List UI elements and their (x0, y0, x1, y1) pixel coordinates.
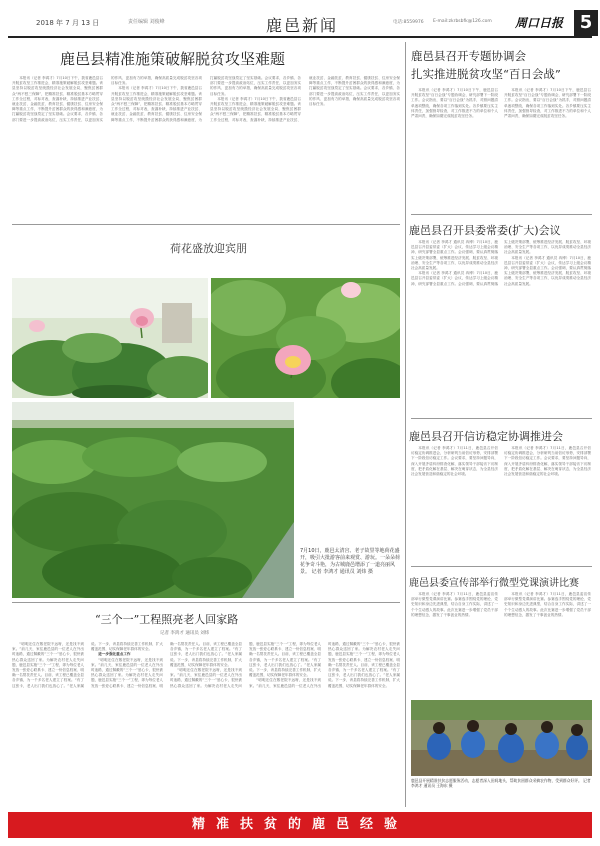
volunteer-photo-caption: 鹿邑县开展精准扶贫志愿服务活动，志愿者深入田间地头，帮助贫困群众采摘农作物，受到群众好评。 记者 李鸿才 通讯员 王海东 摄 (411, 778, 591, 788)
phone-number: 电话:8559976 (393, 20, 424, 25)
right-article-3-body: 本报讯（记者 李鸿才）7月11日，鹿邑县召开信访稳定协调推进会，分析研判当前信访形势，安排部署下一阶段信访稳定工作。会议要求，要坚持问题导向，深入开展矛盾纠纷排查化解，落实领导干部接访下访制度，把矛盾化解在基层、解决在萌芽状态，为全县经济社会发展营造和谐稳定的社会环境。 本报讯（记者 李鸿才）7月11日，鹿邑县召开信访稳定协调推进会，分析研判当前信访形势，安排部署下一阶段信访稳定工作。会议要求，要坚持问题导向，深入开展矛盾纠纷排查化解，落实领导干部接访下访制度，把矛盾化解在基层、解决在萌芽状态，为全县经济社会发展营造和谐稳定的社会环境。 (411, 446, 591, 477)
column-divider (405, 42, 406, 807)
old-people-headline: “三个一”工程照亮老人回家路 (95, 613, 239, 626)
byline: 记者 李鸿才 通讯员 刘炜 (160, 631, 210, 636)
issue-date: 2018 年 7 月 13 日 (36, 19, 100, 27)
lotus-photo-1 (12, 278, 208, 398)
page-number: 5 (574, 10, 598, 36)
subheading: 进一步强化重点工作 (98, 652, 131, 657)
photo-credit: 记者 李鸿才 通讯员 刘炜 摄 (311, 569, 373, 575)
divider (12, 224, 400, 225)
divider (411, 566, 592, 567)
right-headline-2: 鹿邑县召开县委常委(扩大)会议 (409, 224, 561, 237)
photo-caption: 7月10日，鹿邑太清宫、老子故里等地荷花盛开，吸引大批游客前来观赏、游玩。一朵朵荷花争奇斗艳，为古城鹿邑增添了一道亮丽风景。 记者 李鸿才 通讯员 刘炜 摄 (300, 548, 401, 575)
right-article-1-body: 本报讯（记者 李鸿才）7月10日下午，鹿邑县召开脱贫攻坚“百日会战”专题协调会，研究部署下一阶段工作。会议指出，要以“百日会战”为抓手，对照问题清单逐项整改，确保各项工作落到实处。各乡镇要压实主体责任，加强督导检查，对工作推进不力的单位和个人严肃问责，确保如期完成脱贫攻坚任务。 本报讯（记者 李鸿才）7月10日下午，鹿邑县召开脱贫攻坚“百日会战”专题协调会，研究部署下一阶段工作。会议指出，要以“百日会战”为抓手，对照问题清单逐项整改，确保各项工作落到实处。各乡镇要压实主体责任，加强督导检查，对工作推进不力的单位和个人严肃问责，确保如期完成脱贫攻坚任务。 (411, 88, 591, 119)
right-headline-1-line-1: 鹿邑县召开专题协调会 (411, 49, 526, 63)
right-headline-4: 鹿邑县委宣传部举行微型党课演讲比赛 (409, 578, 579, 589)
divider (12, 602, 400, 603)
main-headline: 鹿邑县精准施策破解脱贫攻坚难题 (60, 50, 286, 68)
right-headline-3: 鹿邑县召开信访稳定协调推进会 (409, 430, 563, 443)
old-people-body: “明明还住在敬老院不远呀，还是找不到家。”前几天，家住鹿邑县的一位老人在外出时迷路，通过佩戴的“三个一”爱心卡，很快被热心群众送回了家。为解决农村老人走失问题，鹿邑县实施“三个一”工程，即为每位老人发放一张爱心联系卡、建立一份信息档案、明确一名帮扶责任人。目前，该工程已覆盖全县各乡镇，为一千多名老人建立了档案。“有了这张卡，老人出门我们也放心了。”老人家属说。下一步，该县将持续完善工作机制，扩大覆盖范围，切实保障老年群体的安全。 进一步强化重点工作 “明明还住在敬老院不远呀，还是找不到家。”前几天，家住鹿邑县的一位老人在外出时迷路，通过佩戴的“三个一”爱心卡，很快被热心群众送回了家。为解决农村老人走失问题，鹿邑县实施“三个一”工程，即为每位老人发放一张爱心联系卡、建立一份信息档案、明确一名帮扶责任人。目前，该工程已覆盖全县各乡镇，为一千多名老人建立了档案。“有了这张卡，老人出门我们也放心了。”老人家属说。下一步，该县将持续完善工作机制，扩大覆盖范围，切实保障老年群体的安全。 “明明还住在敬老院不远呀，还是找不到家。”前几天，家住鹿邑县的一位老人在外出时迷路，通过佩戴的“三个一”爱心卡，很快被热心群众送回了家。为解决农村老人走失问题，鹿邑县实施“三个一”工程，即为每位老人发放一张爱心联系卡、建立一份信息档案、明确一名帮扶责任人。目前，该工程已覆盖全县各乡镇，为一千多名老人建立了档案。“有了这张卡，老人出门我们也放心了。”老人家属说。下一步，该县将持续完善工作机制，扩大覆盖范围，切实保障老年群体的安全。 “明明还住在敬老院不远呀，还是找不到家。”前几天，家住鹿邑县的一位老人在外出时迷路，通过佩戴的“三个一”爱心卡，很快被热心群众送回了家。为解决农村老人走失问题，鹿邑县实施“三个一”工程，即为每位老人发放一张爱心联系卡、建立一份信息档案、明确一名帮扶责任人。目前，该工程已覆盖全县各乡镇，为一千多名老人建立了档案。“有了这张卡，老人出门我们也放心了。”老人家属说。下一步，该县将持续完善工作机制，扩大覆盖范围，切实保障老年群体的安全。 (12, 642, 400, 688)
right-article-4-body: 本报讯（记者 李鸿才）7月11日，鹿邑县委宣传部举行微型党课演讲比赛。参赛选手围绕党的理论、党史知识和身边先进典型，结合自身工作实际，讲述了一个个生动感人的故事。此次比赛进一步增强了党员干部的理想信念，激发了干事创业的热情。 本报讯（记者 李鸿才）7月11日，鹿邑县委宣传部举行微型党课演讲比赛。参赛选手围绕党的理论、党史知识和身边先进典型，结合自身工作实际，讲述了一个个生动感人的故事。此次比赛进一步增强了党员干部的理想信念，激发了干事创业的热情。 (411, 592, 591, 617)
lotus-pond-photo (12, 402, 294, 598)
right-headline-1-line-2: 扎实推进脱贫攻坚“百日会战” (411, 67, 561, 81)
section-title: 鹿邑新闻 (266, 16, 339, 35)
masthead (8, 8, 592, 38)
bottom-banner: 精准扶贫的鹿邑经验 (8, 812, 592, 838)
divider (411, 214, 592, 215)
newspaper-logo: 周口日报 (515, 16, 564, 30)
right-article-2-body: 本报讯（记者 李鸿才 通讯员 冉博）7月10日，鹿邑县召开县委常委（扩大）会议，传达学习上级会议精神，研究部署全县重点工作。会议强调，要认真贯彻落实上级决策部署，统筹推进经济发展、脱贫攻坚、环境治理、安全生产等各项工作，以优异成绩推动全县经济社会高质量发展。 本报讯（记者 李鸿才 通讯员 冉博）7月10日，鹿邑县召开县委常委（扩大）会议，传达学习上级会议精神，研究部署全县重点工作。会议强调，要认真贯彻落实上级决策部署，统筹推进经济发展、脱贫攻坚、环境治理、安全生产等各项工作，以优异成绩推动全县经济社会高质量发展。 本报讯（记者 李鸿才 通讯员 冉博）7月10日，鹿邑县召开县委常委（扩大）会议，传达学习上级会议精神，研究部署全县重点工作。会议强调，要认真贯彻落实上级决策部署，统筹推进经济发展、脱贫攻坚、环境治理、安全生产等各项工作，以优异成绩推动全县经济社会高质量发展。 (411, 240, 591, 286)
editor-credit: 责任编辑 刘俊峰 (128, 19, 165, 25)
divider (411, 418, 592, 419)
photo-credit: 记者 李鸿才 通讯员 王海东 摄 (411, 778, 591, 788)
photo-feature-title: 荷花盛放迎宾朋 (170, 242, 247, 255)
main-article-body: 本报讯（记者 李鸿才）7月10日下午，我省鹿邑县召开脱贫攻坚工作推进会，精准施策破解脱贫攻坚难题。该县坚持以脱贫攻坚统揽经济社会发展全局，聚焦贫困群众“两不愁三保障”，把精准扶贫、精准脱贫基本方略贯穿工作全过程，对标对表，查漏补缺，持续推进产业扶贫、就业扶贫、金融扶贫、教育扶贫、健康扶贫、住房安全保障等重点工作，不断提升贫困群众的获得感和满意度，为打赢脱贫攻坚战奠定了坚实基础。会议要求，各乡镇、各部门要进一步提高政治站位，压实工作责任，以更加务实的作风、更加有力的举措，确保高质量完成脱贫攻坚各项目标任务。 本报讯（记者 李鸿才）7月10日下午，我省鹿邑县召开脱贫攻坚工作推进会，精准施策破解脱贫攻坚难题。该县坚持以脱贫攻坚统揽经济社会发展全局，聚焦贫困群众“两不愁三保障”，把精准扶贫、精准脱贫基本方略贯穿工作全过程，对标对表，查漏补缺，持续推进产业扶贫、就业扶贫、金融扶贫、教育扶贫、健康扶贫、住房安全保障等重点工作，不断提升贫困群众的获得感和满意度，为打赢脱贫攻坚战奠定了坚实基础。会议要求，各乡镇、各部门要进一步提高政治站位，压实工作责任，以更加务实的作风、更加有力的举措，确保高质量完成脱贫攻坚各项目标任务。 本报讯（记者 李鸿才）7月10日下午，我省鹿邑县召开脱贫攻坚工作推进会，精准施策破解脱贫攻坚难题。该县坚持以脱贫攻坚统揽经济社会发展全局，聚焦贫困群众“两不愁三保障”，把精准扶贫、精准脱贫基本方略贯穿工作全过程，对标对表，查漏补缺，持续推进产业扶贫、就业扶贫、金融扶贫、教育扶贫、健康扶贫、住房安全保障等重点工作，不断提升贫困群众的获得感和满意度，为打赢脱贫攻坚战奠定了坚实基础。会议要求，各乡镇、各部门要进一步提高政治站位，压实工作责任，以更加务实的作风、更加有力的举措，确保高质量完成脱贫攻坚各项目标任务。 (12, 76, 400, 122)
lotus-photo-2 (211, 278, 400, 398)
email-address: E-mail:zkrbsbfk@126.com (433, 19, 492, 24)
volunteer-photo (411, 700, 592, 776)
